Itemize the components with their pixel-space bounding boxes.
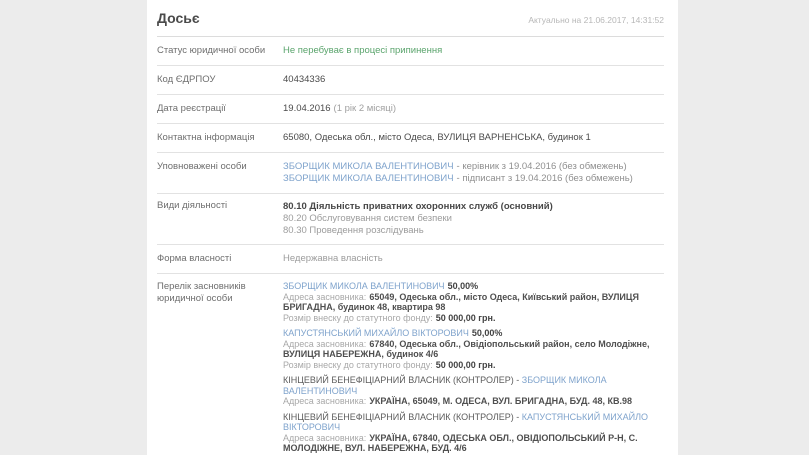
row-edrpou-label: Код ЄДРПОУ: [157, 74, 216, 85]
registration-age-note: (1 рік 2 місяці): [333, 103, 396, 114]
founder-block: [283, 281, 664, 323]
founder-name-link[interactable]: ЗБОРЩИК МИКОЛА ВАЛЕНТИНОВИЧ: [283, 281, 445, 291]
row-contact-info-label: Контактна інформація: [157, 132, 255, 143]
beneficiary-address-line: [283, 433, 664, 454]
founder-fund-label: Розмір внеску до статутного фонду:: [283, 312, 433, 323]
founder-name-link[interactable]: КАПУСТЯНСЬКИЙ МИХАЙЛО ВІКТОРОВИЧ: [283, 328, 469, 338]
founder-share: 50,00%: [447, 281, 479, 291]
officer-line: [283, 173, 664, 185]
row-edrpou: [157, 66, 664, 95]
row-registration-date: [157, 95, 664, 124]
authorized-persons-value: [283, 161, 664, 185]
activity-secondary: 80.20 Обслуговування систем безпеки: [283, 213, 452, 224]
registration-date-value: [283, 103, 664, 115]
beneficiary-name-link[interactable]: ЗБОРЩИК МИКОЛА ВАЛЕНТИНОВИЧ: [283, 375, 607, 396]
founder-fund-label: Розмір внеску до статутного фонду:: [283, 359, 433, 370]
officer-name-link[interactable]: ЗБОРЩИК МИКОЛА ВАЛЕНТИНОВИЧ: [283, 161, 454, 172]
founder-address: 65049, Одеська обл., місто Одеса, Київський район, ВУЛИЦЯ БРИГАДНА, будинок 48, квартира 98: [283, 291, 639, 312]
row-legal-status: [157, 37, 664, 66]
beneficiary-name-line: [283, 375, 664, 396]
edrpou-value: 40434336: [283, 74, 326, 85]
founder-name-line: [283, 328, 664, 339]
card-header: [157, 0, 664, 37]
beneficiary-address-label: Адреса засновника:: [283, 396, 367, 406]
activities-value: [283, 200, 664, 236]
activity-secondary: 80.30 Проведення розслідувань: [283, 225, 424, 236]
beneficiary-prefix: КІНЦЕВИЙ БЕНЕФІЦІАРНИЙ ВЛАСНИК (КОНТРОЛЕР) -: [283, 411, 522, 422]
beneficiary-address-label: Адреса засновника:: [283, 432, 367, 443]
page-title: Досьє: [157, 10, 200, 26]
officer-line: [283, 161, 664, 173]
beneficiary-prefix: КІНЦЕВИЙ БЕНЕФІЦІАРНИЙ ВЛАСНИК (КОНТРОЛЕР) -: [283, 375, 522, 385]
founder-fund: 50 000,00 грн.: [435, 359, 496, 370]
row-contact-info: [157, 124, 664, 153]
row-activities-label: Види діяльності: [157, 200, 228, 211]
beneficiary-block: [283, 375, 664, 407]
row-ownership-form: [157, 245, 664, 274]
row-founders: [157, 274, 664, 455]
row-registration-date-label: Дата реєстрації: [157, 103, 226, 114]
officer-role: - керівник з 19.04.2016 (без обмежень): [456, 161, 627, 172]
row-founders-label: Перелік засновників юридичної особи: [157, 281, 246, 304]
founder-block: [283, 328, 664, 370]
row-authorized-persons: [157, 153, 664, 194]
founders-value: [283, 281, 664, 455]
founder-address-label: Адреса засновника:: [283, 291, 367, 302]
row-activities: [157, 194, 664, 245]
beneficiary-address-line: [283, 396, 664, 407]
row-ownership-form-label: Форма власності: [157, 253, 232, 264]
contact-info-value: 65080, Одеська обл., місто Одеса, ВУЛИЦЯ ВАРНЕНСЬКА, будинок 1: [283, 132, 591, 143]
ownership-form-value: Недержавна власність: [283, 253, 383, 264]
founder-address-label: Адреса засновника:: [283, 338, 367, 349]
row-legal-status-label: Статус юридичної особи: [157, 45, 266, 56]
row-authorized-persons-label: Уповноважені особи: [157, 161, 247, 172]
founder-share: 50,00%: [471, 328, 503, 338]
beneficiary-name-link[interactable]: КАПУСТЯНСЬКИЙ МИХАЙЛО ВІКТОРОВИЧ: [283, 411, 649, 432]
legal-status-value: Не перебуває в процесі припинення: [283, 45, 443, 56]
dossier-card: [147, 0, 678, 455]
registration-date: 19.04.2016: [283, 103, 331, 114]
officer-role: - підписант з 19.04.2016 (без обмежень): [456, 173, 633, 184]
updated-timestamp: Актуально на 21.06.2017, 14:31:52: [528, 15, 664, 25]
activity-primary: 80.10 Діяльність приватних охоронних служб (основний): [283, 201, 553, 212]
founder-address-line: [283, 292, 664, 313]
beneficiary-address: УКРАЇНА, 65049, М. ОДЕСА, ВУЛ. БРИГАДНА, БУД. 48, КВ.98: [369, 396, 632, 406]
officer-name-link[interactable]: ЗБОРЩИК МИКОЛА ВАЛЕНТИНОВИЧ: [283, 173, 454, 184]
founder-fund: 50 000,00 грн.: [435, 312, 496, 323]
beneficiary-name-line: [283, 412, 664, 433]
founder-address-line: [283, 339, 664, 360]
founder-name-line: [283, 281, 664, 292]
beneficiary-address: УКРАЇНА, 67840, ОДЕСЬКА ОБЛ., ОВІДІОПОЛЬСЬКИЙ Р-Н, С. МОЛОДІЖНЕ, ВУЛ. НАБЕРЕЖНА, БУД. 4/6: [283, 432, 638, 453]
beneficiary-block: [283, 412, 664, 454]
founder-fund-line: [283, 313, 664, 324]
founder-fund-line: [283, 360, 664, 371]
founder-address: 67840, Одеська обл., Овідіопольський район, село Молодіжне, ВУЛИЦЯ НАБЕРЕЖНА, будинок 4/6: [283, 338, 650, 359]
